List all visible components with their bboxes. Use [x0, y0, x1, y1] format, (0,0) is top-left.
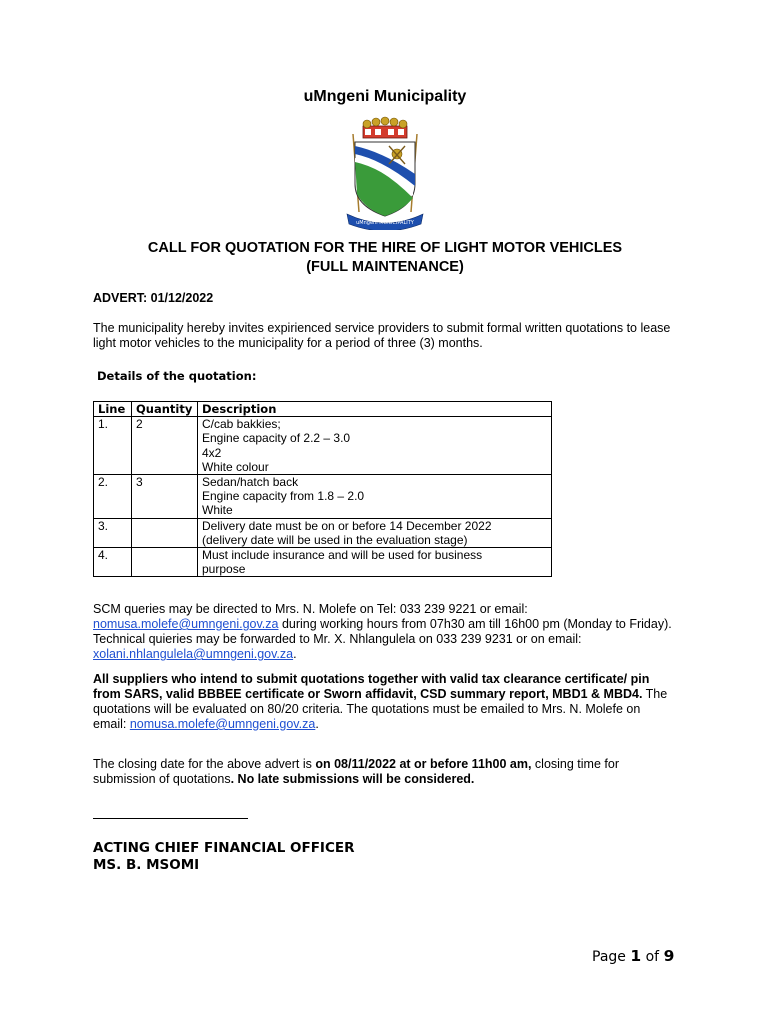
table-row — [94, 518, 552, 547]
shield-icon — [355, 142, 415, 216]
scm-text: SCM queries may be directed to Mrs. N. Molefe on Tel: 033 239 9221 or email: — [93, 602, 528, 616]
description-line: 4x2 — [202, 445, 222, 460]
intro-paragraph: The municipality hereby invites expirienced service providers to submit formal written quotations to lease light motor vehicles to the municipality for a period of three (3) months. — [93, 321, 671, 350]
closing-text: closing time for submission of quotations — [93, 757, 619, 786]
municipal-coat-of-arms-logo — [343, 114, 427, 230]
row-quantity — [132, 548, 198, 577]
table-row — [94, 548, 552, 577]
details-heading: Details of the quotation: — [97, 369, 257, 383]
scm-text: . — [293, 647, 297, 661]
row-quantity — [132, 518, 198, 547]
row-line-number: 3. — [94, 518, 132, 547]
total-pages: 9 — [663, 947, 675, 965]
row-line-number: 2. — [94, 475, 132, 519]
headline-line-2: (FULL MAINTENANCE) — [306, 259, 464, 275]
quotation-headline — [80, 239, 690, 277]
closing-date: on 08/11/2022 at or before 11h00 am, — [315, 757, 532, 771]
submission-email-link[interactable]: nomusa.molefe@umngeni.gov.za — [129, 717, 316, 731]
suppliers-text: . — [315, 717, 319, 731]
header-quantity: Quantity — [132, 402, 198, 417]
scm-email-link[interactable]: nomusa.molefe@umngeni.gov.za — [93, 617, 279, 631]
description-line: Must include insurance and will be used for business — [202, 548, 483, 563]
technical-email-link[interactable]: xolani.nhlangulela@umngeni.gov.za — [93, 647, 294, 661]
page-title: uMngeni Municipality — [303, 88, 467, 105]
description-line: (delivery date will be used in the evaluation stage) — [202, 532, 468, 547]
description-line: Sedan/hatch back — [202, 475, 299, 490]
scm-text: during working hours from 07h30 am till 16h00 pm (Monday to Friday). Technical quieries may be forwarded to Mr. X. Nhlangulela on 033 239 9231 or on email: — [93, 617, 672, 646]
table-row — [94, 475, 552, 519]
description-line: Engine capacity from 1.8 – 2.0 — [202, 489, 365, 504]
row-quantity: 2 — [132, 417, 198, 475]
description-line: White colour — [202, 459, 269, 474]
row-line-number: 1. — [94, 417, 132, 475]
headline-line-1: CALL FOR QUOTATION FOR THE HIRE OF LIGHT MOTOR VEHICLES — [147, 240, 623, 256]
quotation-details-table — [93, 401, 552, 577]
signatory-block — [93, 840, 354, 874]
description-line: Delivery date must be on or before 14 December 2022 — [202, 518, 492, 533]
crown-icon — [363, 117, 407, 138]
page-label: Page — [592, 949, 626, 965]
late-submission-notice: . No late submissions will be considered. — [230, 772, 475, 786]
header-description: Description — [198, 402, 552, 417]
table-header-row — [94, 402, 552, 417]
header-line: Line — [94, 402, 132, 417]
scm-queries-paragraph — [93, 602, 673, 662]
logo-lettering: uMngeni MUNICIPALITY — [356, 220, 414, 226]
row-quantity: 3 — [132, 475, 198, 519]
signature-line — [93, 818, 248, 819]
suppliers-requirements: All suppliers who intend to submit quotations together with valid tax clearance certificate/ pin from SARS, valid BBBEE certificate or Sworn affidavit, CSD summary report, MBD1 & MBD4. — [93, 672, 650, 701]
description-line: Engine capacity of 2.2 – 3.0 — [202, 431, 351, 446]
description-line: White — [202, 503, 233, 518]
closing-date-paragraph — [93, 757, 673, 787]
row-description — [198, 548, 552, 577]
current-page: 1 — [630, 947, 642, 965]
description-line: purpose — [202, 562, 246, 577]
row-description — [198, 518, 552, 547]
description-line: C/cab bakkies; — [202, 417, 281, 432]
signatory-title: ACTING CHIEF FINANCIAL OFFICER — [93, 840, 355, 856]
page-number — [592, 947, 674, 965]
suppliers-text: The quotations will be evaluated on 80/20 criteria. The quotations must be emailed to Mrs. N. Molefe on email: — [93, 687, 668, 731]
advert-number: ADVERT: 01/12/2022 — [93, 291, 214, 305]
row-description — [198, 417, 552, 475]
suppliers-paragraph — [93, 672, 673, 732]
row-description — [198, 475, 552, 519]
closing-text: The closing date for the above advert is — [93, 757, 316, 771]
table-row — [94, 417, 552, 475]
page-of: of — [645, 949, 660, 965]
signatory-name: MS. B. MSOMI — [93, 857, 200, 873]
row-line-number: 4. — [94, 548, 132, 577]
